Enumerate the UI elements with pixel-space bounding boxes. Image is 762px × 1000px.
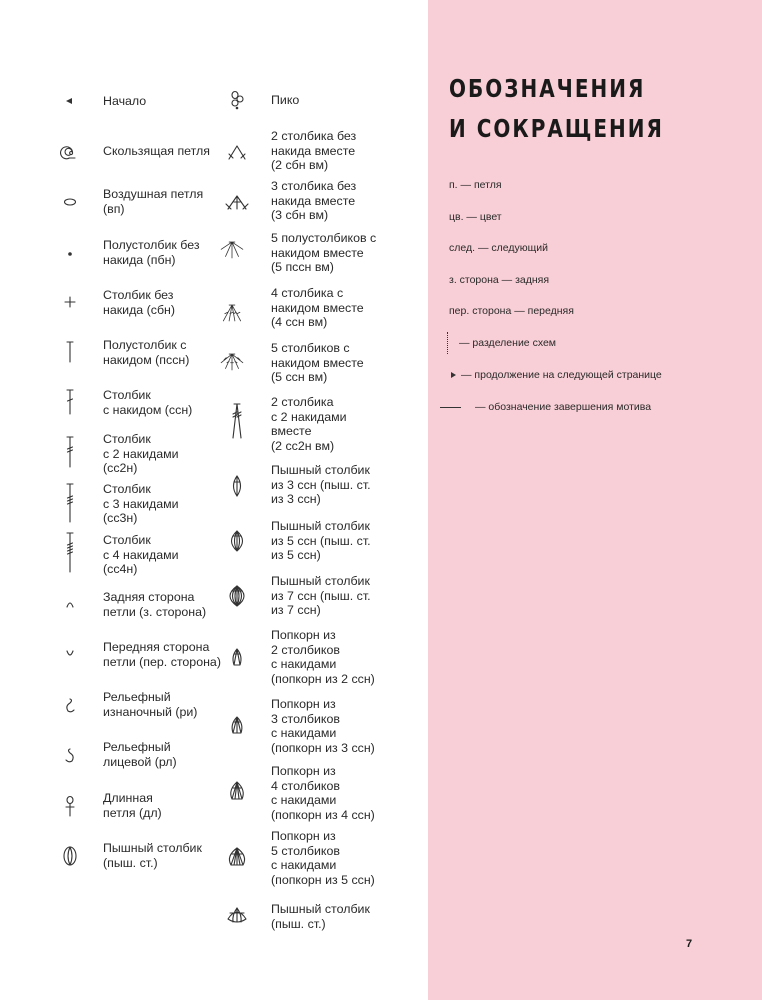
- legend-label: Столбик с 4 накидами (сс4н): [103, 533, 179, 576]
- dc5tog-icon: [219, 349, 245, 375]
- back-loop-icon: [57, 591, 83, 617]
- sc3tog-icon: [224, 189, 250, 215]
- page-title-line1: ОБОЗНАЧЕНИЯ: [449, 74, 646, 103]
- legend-label: Столбик без накида (сбн): [103, 288, 176, 317]
- popcorn4-icon: [224, 778, 250, 804]
- triple-treble-icon: [57, 540, 83, 566]
- dotted-divider-icon: [447, 332, 450, 354]
- legend-label: Рельефный изнаночный (ри): [103, 690, 198, 719]
- legend-label: Пышный столбик из 5 ссн (пыш. ст. из 5 ссн): [271, 519, 371, 562]
- legend-label: Пышный столбик (пыш. ст.): [271, 902, 370, 931]
- popcorn5-icon: [224, 844, 250, 870]
- tr2tog-icon: [224, 408, 250, 434]
- legend-label: Столбик с накидом (ссн): [103, 388, 193, 417]
- puff-wide-icon: [224, 903, 250, 929]
- front-post-icon: [57, 742, 83, 768]
- page-title-line2: И СОКРАЩЕНИЯ: [449, 114, 664, 143]
- dc4tog-icon: [219, 300, 245, 326]
- abbreviation-item: — продолжение на следующей странице: [461, 369, 662, 381]
- legend-label: Столбик с 2 накидами (сс2н): [103, 432, 179, 475]
- legend-label: Длинная петля (дл): [103, 791, 162, 820]
- abbreviation-item: — обозначение завершения мотива: [475, 401, 652, 413]
- continue-arrow-icon: [451, 372, 456, 378]
- legend-label: 5 столбиков с накидом вместе (5 ссн вм): [271, 341, 364, 384]
- treble-crochet-icon: [57, 439, 83, 465]
- abbreviation-item: цв. — цвет: [449, 211, 502, 223]
- puff3-icon: [224, 473, 250, 499]
- slip-stitch-icon: [57, 138, 83, 164]
- abbreviation-item: — разделение схем: [459, 337, 557, 349]
- single-crochet-icon: [57, 289, 83, 315]
- puff5-icon: [224, 528, 250, 554]
- back-post-icon: [57, 692, 83, 718]
- slip-dot-icon: [57, 241, 83, 267]
- legend-label: Пышный столбик (пыш. ст.): [103, 841, 202, 870]
- puff-stitch-icon: [57, 843, 83, 869]
- sc2tog-icon: [224, 139, 250, 165]
- legend-label: Попкорн из 5 столбиков с накидами (попкорн из 5 ссн): [271, 829, 375, 887]
- legend-label: Попкорн из 2 столбиков с накидами (попкорн из 2 ссн): [271, 628, 375, 686]
- end-line-icon: [440, 407, 461, 408]
- legend-label: Полустолбик с накидом (пссн): [103, 338, 190, 367]
- legend-label: 5 полустолбиков с накидом вместе (5 пссн вм): [271, 231, 377, 274]
- legend-label: 2 столбика с 2 накидами вместе (2 сс2н вм): [271, 395, 347, 453]
- legend-label: Рельефный лицевой (рл): [103, 740, 177, 769]
- long-loop-icon: [57, 793, 83, 819]
- popcorn2-icon: [224, 644, 250, 670]
- legend-label: Пышный столбик из 3 ссн (пыш. ст. из 3 ссн): [271, 463, 371, 506]
- legend-label: Попкорн из 3 столбиков с накидами (попкорн из 3 ссн): [271, 697, 375, 755]
- legend-label: 2 столбика без накида вместе (2 сбн вм): [271, 129, 357, 172]
- legend-label: Воздушная петля (вп): [103, 187, 204, 216]
- legend-label: Попкорн из 4 столбиков с накидами (попкорн из 4 ссн): [271, 764, 375, 822]
- puff7-icon: [224, 583, 250, 609]
- chain-stitch-icon: [57, 189, 83, 215]
- abbreviation-item: след. — следующий: [449, 242, 548, 254]
- abbreviation-item: з. сторона — задняя: [449, 274, 550, 286]
- double-treble-icon: [57, 490, 83, 516]
- abbreviation-item: пер. сторона — передняя: [449, 305, 574, 317]
- popcorn3-icon: [224, 712, 250, 738]
- start-arrow-icon: [57, 88, 83, 114]
- picot-icon: [224, 87, 250, 113]
- legend-label: Столбик с 3 накидами (сс3н): [103, 482, 179, 525]
- abbreviation-item: п. — петля: [449, 179, 502, 191]
- legend-label: 3 столбика без накида вместе (3 сбн вм): [271, 179, 357, 222]
- legend-label: Скользящая петля: [103, 144, 210, 158]
- legend-label: Задняя сторона петли (з. сторона): [103, 590, 207, 619]
- half-double-icon: [57, 339, 83, 365]
- hdc5tog-icon: [219, 237, 245, 263]
- page-number: 7: [686, 938, 693, 950]
- legend-label: 4 столбика с накидом вместе (4 ссн вм): [271, 286, 364, 329]
- legend-label: Начало: [103, 94, 147, 108]
- legend-label: Пышный столбик из 7 ссн (пыш. ст. из 7 ссн): [271, 574, 371, 617]
- front-loop-icon: [57, 641, 83, 667]
- legend-label: Пико: [271, 93, 300, 107]
- double-crochet-icon: [57, 389, 83, 415]
- abbreviations-panel: [428, 0, 762, 1000]
- legend-label: Полустолбик без накида (пбн): [103, 238, 200, 267]
- legend-label: Передняя сторона петли (пер. сторона): [103, 640, 221, 669]
